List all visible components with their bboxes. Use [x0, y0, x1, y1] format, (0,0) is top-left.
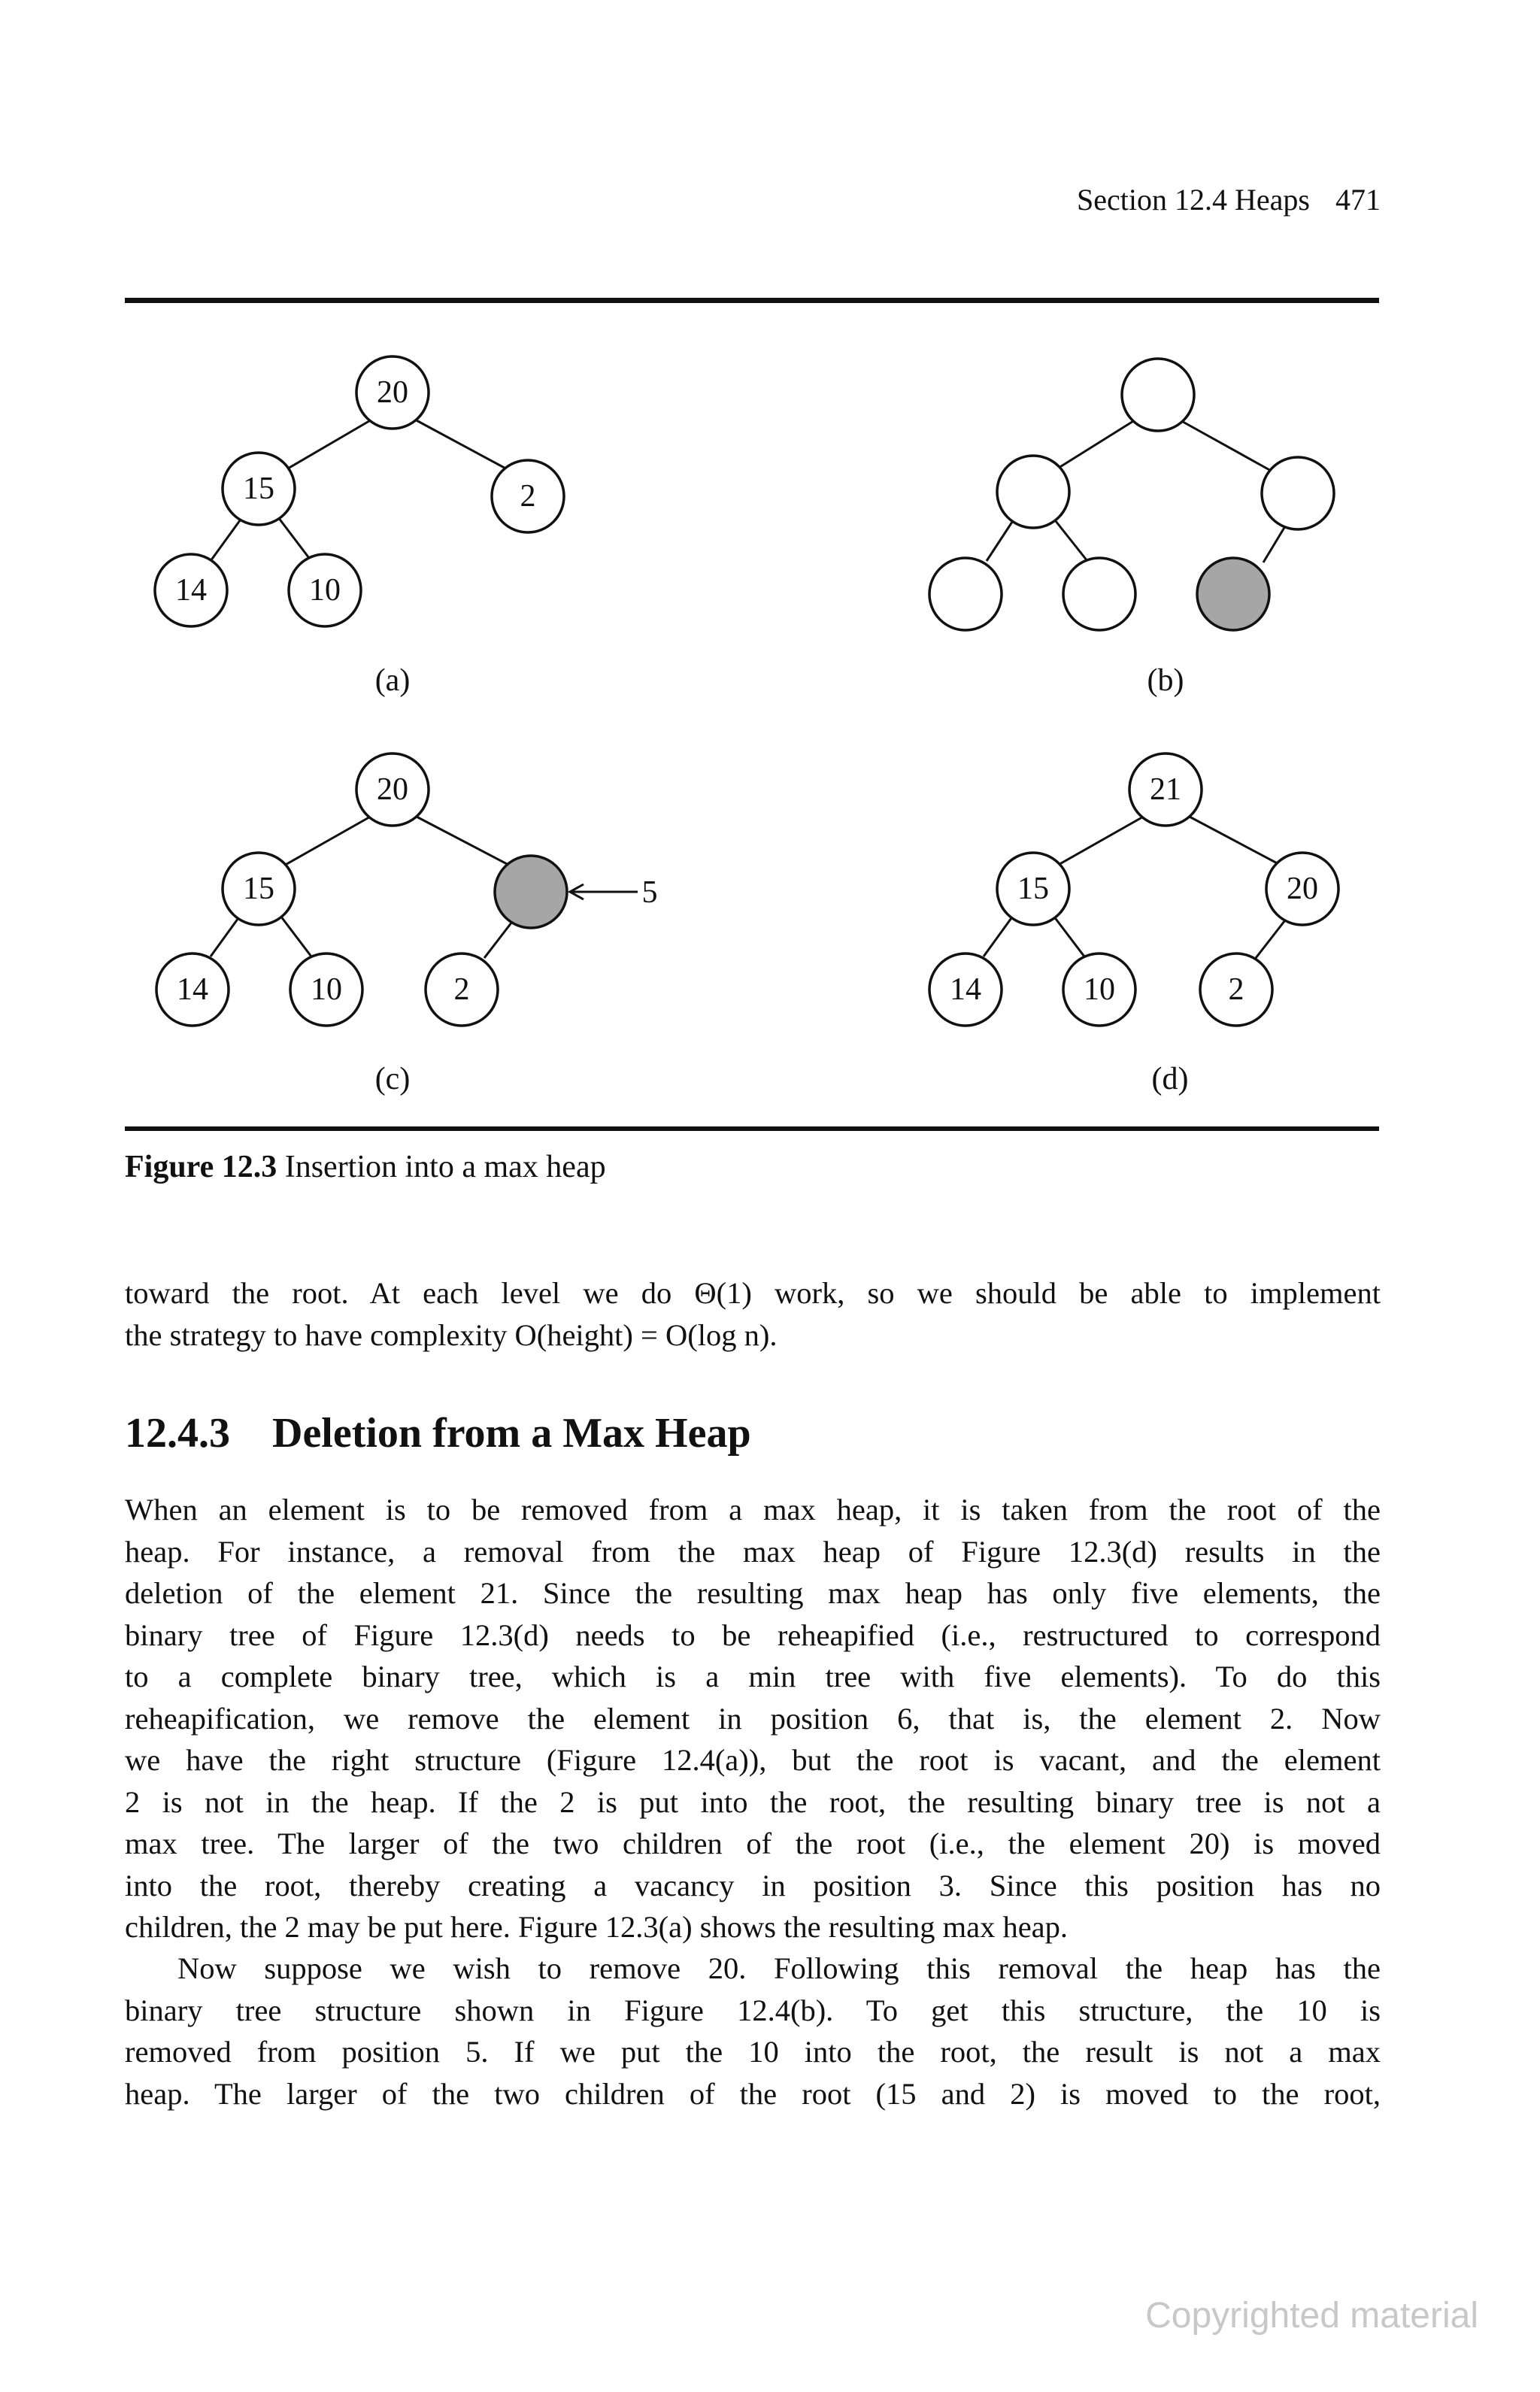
panel-label: (b) — [1147, 663, 1184, 698]
page-number: 471 — [1335, 183, 1381, 217]
node-label: 10 — [1084, 972, 1115, 1007]
text-line: the strategy to have complexity O(height) = O(log n). — [125, 1317, 778, 1352]
node-label: 20 — [377, 772, 408, 807]
heap-node — [1129, 753, 1202, 826]
paragraph-deletion — [125, 1489, 1381, 1948]
node-label: 15 — [243, 471, 274, 506]
figure-caption — [125, 1149, 606, 1185]
node-label: 10 — [309, 573, 341, 608]
section-title: Section 12.4 Heaps — [1077, 183, 1310, 217]
caption-number: Figure 12.3 — [125, 1150, 277, 1184]
node-label: 2 — [1228, 972, 1244, 1007]
heap-node — [1200, 953, 1272, 1026]
heap-node — [929, 953, 1002, 1026]
heap-node — [356, 753, 429, 826]
heap-node-new — [1197, 558, 1269, 630]
node-label: 15 — [243, 872, 274, 906]
text-line: heap. The larger of the two children of the root (15 and 2) is moved to the root, — [125, 2076, 1381, 2111]
panel-label: (a) — [374, 663, 411, 698]
node-label: 14 — [177, 972, 208, 1007]
text-line: we have the right structure (Figure 12.4(a)), but the root is vacant, and the element — [125, 1743, 1381, 1777]
heap-node — [1063, 558, 1135, 630]
heading-number: 12.4.3 — [125, 1410, 230, 1457]
node-label: 14 — [950, 972, 981, 1007]
section-heading — [125, 1409, 751, 1457]
heap-node — [492, 460, 564, 532]
text-line: 2 is not in the heap. If the 2 is put into the root, the resulting binary tree is not a — [125, 1784, 1381, 1819]
text-line: deletion of the element 21. Since the resulting max heap has only five elements, the — [125, 1576, 1381, 1610]
figure-12-3 — [0, 0, 1540, 1128]
text-line: binary tree structure shown in Figure 12.4(b). To get this structure, the 10 is — [125, 1993, 1381, 2027]
heap-node — [290, 953, 362, 1026]
node-label: 14 — [175, 573, 207, 608]
text-line: into the root, thereby creating a vacancy in position 3. Since this position has no — [125, 1868, 1381, 1902]
heap-node — [997, 853, 1069, 925]
node-label: 20 — [377, 375, 408, 410]
node-label: 20 — [1287, 872, 1318, 906]
text-line: toward the root. At each level we do Θ(1) work, so we should be able to implement — [125, 1276, 1381, 1310]
heap-node — [1063, 953, 1135, 1026]
heap-node — [1266, 853, 1338, 925]
insert-value: 5 — [641, 875, 658, 910]
node-label: 21 — [1150, 772, 1181, 807]
heap-node-new — [495, 856, 567, 928]
heap-node — [223, 853, 295, 925]
figure-bottom-rule — [125, 1126, 1379, 1131]
heap-node — [426, 953, 498, 1026]
text-line: max tree. The larger of the two children of the root (i.e., the element 20) is moved — [125, 1827, 1381, 1860]
node-label: 10 — [311, 972, 342, 1007]
heap-node — [356, 356, 429, 429]
heading-title: Deletion from a Max Heap — [272, 1410, 751, 1457]
heap-node — [929, 558, 1002, 630]
caption-text: Insertion into a max heap — [284, 1150, 606, 1184]
text-line: children, the 2 may be put here. Figure 12.3(a) shows the resulting max heap. — [125, 1910, 1069, 1944]
text-line: removed from position 5. If we put the 10 into the root, the result is not a max — [125, 2035, 1381, 2069]
panel-label: (c) — [374, 1062, 411, 1096]
heap-node — [156, 953, 229, 1026]
paragraph-continuation — [125, 1272, 1381, 1356]
panel-a — [155, 356, 564, 698]
heap-node — [223, 453, 295, 525]
copyright-watermark: Copyrighted material — [1145, 2296, 1478, 2336]
node-label: 15 — [1017, 872, 1049, 906]
heap-node — [997, 456, 1069, 528]
panel-b — [929, 359, 1334, 698]
text-line: binary tree of Figure 12.3(d) needs to be reheapified (i.e., restructured to correspond — [125, 1617, 1381, 1652]
paragraph-remove-20 — [125, 1948, 1381, 2115]
insert-arrow — [570, 875, 658, 910]
text-line: to a complete binary tree, which is a min tree with five elements). To do this — [125, 1660, 1381, 1693]
node-label: 2 — [520, 479, 536, 514]
heap-node — [1262, 457, 1334, 529]
text-line: Now suppose we wish to remove 20. Following this removal the heap has the — [177, 1951, 1381, 1985]
panel-label: (d) — [1151, 1062, 1189, 1096]
text-line: When an element is to be removed from a max heap, it is taken from the root of the — [125, 1493, 1381, 1526]
node-label: 2 — [453, 972, 470, 1007]
panel-c — [156, 753, 658, 1096]
text-line: reheapification, we remove the element in position 6, that is, the element 2. Now — [125, 1701, 1381, 1736]
heap-node — [289, 554, 361, 626]
panel-d — [929, 753, 1338, 1096]
heap-node — [155, 554, 227, 626]
text-line: heap. For instance, a removal from the max heap of Figure 12.3(d) results in the — [125, 1534, 1381, 1569]
heap-node — [1122, 359, 1194, 431]
